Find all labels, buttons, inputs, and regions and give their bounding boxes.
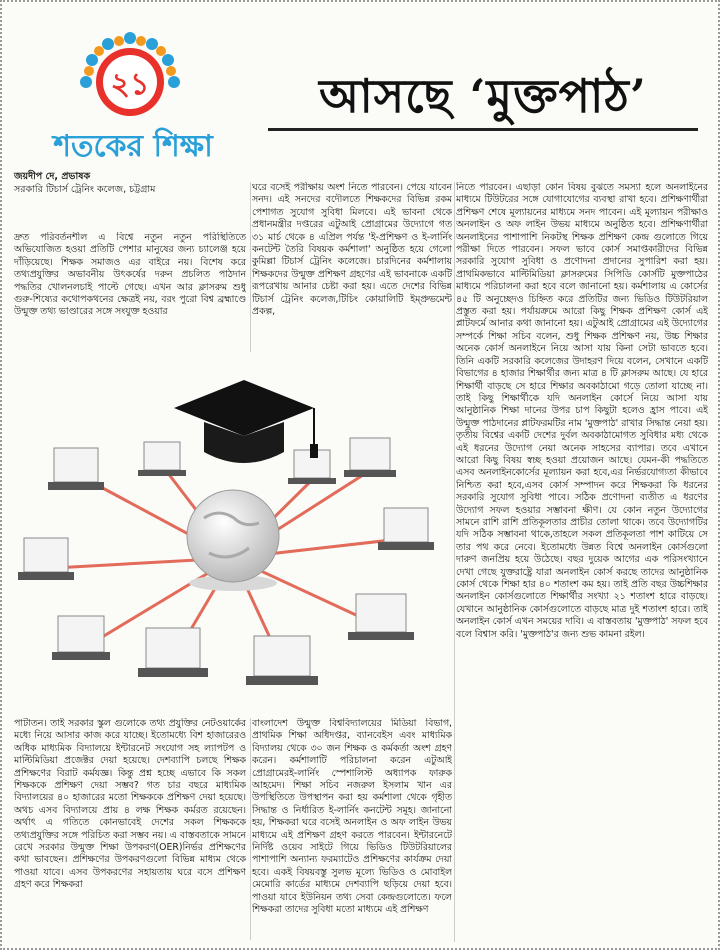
sun-logo-icon	[70, 30, 190, 130]
author-institution: সরকারি টিচার্স ট্রেনিং কলেজ, চট্টগ্রাম	[14, 184, 156, 195]
author-name: জয়দীপ দে, প্রভাষক	[14, 171, 91, 182]
article-column-3: নিতে পারবেন। এছাড়া কোন বিষয় বুঝতে সমস্যা হলে অনলাইনের মাধ্যমে টিউটরের সঙ্গে যোগাযোগের ব্যবস্থা রাখা হবে। প্রশিক্ষণার্থীরা প্রশিক্ষণ শেষে মূল্যায়নের মাধ্যমে সনদ পাবেন। এই মূল্যায়ন পরীক্ষাও অনলাইন ও অফ লাইন উভয় মাধ্যমে অনুষ্ঠিত হবে। প্রশিক্ষণার্থীরা অনলাইনের পাশাপাশি নিকটস্থ শিক্ষক প্রশিক্ষণ কেন্দ্র গুলোতে গিয়ে পরীক্ষা দিতে পারবেন। সফল ভাবে কোর্স সমাপ্তকারীদের বিভিন্ন সরকারি সুযোগ সুবিধা ও প্রণোদনা প্রদানের সুপারিশ করা হয়। প্রাথমিকভাবে মাল্টিমিডিয়া ক্লাসরুমের সিপিডি কোর্সটি মুক্তপাঠের মাধ্যমে পরিচালনা করা হবে বলে জানানো হয়। কর্মশালায় এ কোর্সের ৪৫ টি অনুচ্ছেদও চিহ্নিত করে প্রতিটির জন্য ভিডিও টিউটরিয়াল প্রস্তুত করা হয়। পর্যায়ক্রমে আরো কিছু শিক্ষক প্রশিক্ষণ কোর্স এই প্লাটফর্মে আনার কথা জানানো হয়। এটুআই প্রোগ্রামের এই উদ্যোগের সম্পর্কে শিক্ষা সচিব বলেন, শুধু শিক্ষক প্রশিক্ষণ নয়, উচ্চ শিক্ষার অনেক কোর্স অনলাইনে নিয়ে আসা যায় কিনা সেটা ভাবতে হবে। তিনি একটি সরকারি কলেজের উদাহরণ দিয়ে বলেন, সেখানে একটি বিভাগের ৪ হাজার শিক্ষার্থীর জন্য মাত্র ৪ টি ক্লাসরুম আছে। যে হারে শিক্ষার্থী বাড়ছে সে হারে শিক্ষার অবকাঠামো গড়ে তোলা যাচ্ছে না। তাই কিছু শিক্ষার্থীকে যদি অনলাইন কোর্সে নিয়ে আসা যায় আনুষ্ঠানিক শিক্ষা দানের উপর চাপ কিছুটা হলেও হ্রাস পাবে। এই উন্মুক্ত পাঠদানের প্লাটফরমটির নাম 'মুক্তপাঠ' রাখার সিদ্ধান্ত নেয়া হয়। তৃতীয় বিশ্বের একটি দেশের দুর্বল অবকাঠামোগত সুবিধার মধ্য থেকে এই ধরনের উদ্যোগ নেয়া অনেক সাহসের ব্যাপার। তবে এখানে আরো কিছু বিষয় স্বচ্ছ হওয়া প্রয়োজন আছে। যেমন-কী পদ্ধতিতে এসব অনলাইনকোর্সের মূল্যায়ন করা হবে,এর নির্ভরযোগ্যতা কীভাবে নিশ্চিত করা হবে,এসব কোর্স সম্পাদন করে শিক্ষকরা কি ধরনের সরকারি সুযোগ সুবিধা পাবে। সঠিক প্রণোদনা ব্যতীত এ ধরণের উদ্যোগ সফল হওয়ার সম্ভাবনা ক্ষীণ। যে কোন নতুন উদ্যোগের সামনে রাশি রাশি প্রতিকূলতার প্রাচীর তোলা থাকে। তবে উদ্যোগটির যদি সঠিক সম্ভাবনা থাকে,তাহলে সকল প্রতিকূলতা পাশ কাটিয়ে সে তার পথ করে নেবে। ইতোমধ্যে উন্নত বিশ্বে অনলাইন কোর্সগুলো দারুণ জনপ্রিয় হয়ে উঠেছে। বছর দুয়েক আগের এক পরিসংখ্যানে দেখা গেছে যুক্তরাষ্ট্রে যারা অনলাইন কোর্স করছে তাদের আনুষ্ঠানিক কোর্স থেকে শিক্ষা হার ৪০ শতাংশ কম হয়। তাই প্রতি বছর উচ্চশিক্ষার অনলাইন কোর্সগুলোতে শিক্ষার্থীর সংখ্যা ২১ শতাংশ হারে বাড়ছে। যেখানে আনুষ্ঠানিক কোর্সগুলোতে বাড়ছে মাত্র দুই শতাংশ হারে। তাই অনলাইন কোর্স এখন সময়ের দাবি। এ বাস্তবতায় 'মুক্তপাঠ' সফল হবে বলে বিশ্বাস করি। 'মুক্তপাঠ'র জন্য শুভ কামনা রইল।	[456, 182, 708, 640]
column-divider	[250, 718, 251, 940]
title-underline	[268, 128, 698, 131]
e-learning-illustration	[14, 358, 452, 708]
logo	[18, 30, 248, 164]
article-column-4: পাটাতন। তাই সরকার স্কুল গুলোকে তথ্য প্রযুক্তির নেটওয়ার্কের মধ্যে নিয়ে আসার কাজ করে যাচ্ছে। ইতোমধ্যে বিশ হাজারেরও অধিক মাধ্যমিক বিদ্যালয়ে ইন্টারনেট সংযোগ সহ ল্যাপটপ ও মাল্টিমিডিয়া প্রজেক্টর দেয়া হয়েছে। দেশব্যাপি চলছে শিক্ষক প্রশিক্ষণের বিরাট কর্মযজ্ঞ। কিন্তু প্রশ্ন হচ্ছে এভাবে কি সকল শিক্ষককে প্রশিক্ষণ দেয়া সম্ভব? গত চার বছরে মাধ্যমিক বিদ্যালয়ের ৪০ হাজারের মতো শিক্ষককে প্রশিক্ষণ দেয়া হয়েছে। অথচ এসব বিদ্যালয়ে প্রায় ৪ লক্ষ শিক্ষক কর্মরত রয়েছেন। অর্থাৎ এ গতিতে কোনভাবেই দেশের সকল শিক্ষককে তথ্যপ্রযুক্তির সঙ্গে পরিচিত করা সম্ভব নয়। এ বাস্তবতাকে সামনে রেখে সরকার উন্মুক্ত শিক্ষা উপকরণ(OER)নির্ভর প্রশিক্ষণের কথা ভাবছেন। প্রশিক্ষণের উপকরণগুলো বিভিন্ন মাধ্যম থেকে পাওয়া যাবে। এসব উপকরণের সহায়তায় ঘরে বসে প্রশিক্ষণ গ্রহণ করে শিক্ষকরা	[14, 718, 246, 891]
article-title: আসছে ‘মুক্তপাঠ’	[319, 69, 647, 123]
article-column-1: দ্রুত পরিবর্তনশীল এ বিশ্বে নতুন নতুন পরিস্থিতিতে অভিযোজিত হওয়া প্রতিটি পেশার মানুষের জন্য চ্যালেঞ্জ হয়ে দাঁড়িয়েছে। শিক্ষক সমাজও এর বাইরে নয়। বিশেষ করে তথ্যপ্রযুক্তির অভাবনীয় উৎকর্ষের দরুন প্রচলিত পাঠদান পদ্ধতির খোলনলচাই পাল্টে গেছে। এখন আর ক্লাসরুম শুধু গুরু-শিষ্যের কথোপকথনের ক্ষেত্রই নয়, বরং পুরো বিশ্ব ব্রহ্মাণ্ডে উন্মুক্ত তথ্য ভাণ্ডারের সঙ্গে সংযুক্ত হওয়ার	[14, 232, 246, 318]
logo-number: ২১	[110, 67, 150, 102]
logo-text: শতকের শিক্ষা	[53, 129, 213, 164]
column-divider	[454, 182, 455, 942]
article-column-5: বাংলাদেশ উন্মুক্ত বিশ্ববিদ্যালয়ের মিডিয়া বিভাগ, প্রাথমিক শিক্ষা অধিদপ্তর, ব্যানবেইস এবং মাধ্যমিক বিদ্যালয় থেকে ৩০ জন শিক্ষক ও কর্মকর্তা অংশ গ্রহণ করেন। কর্মশালাটি পরিচালনা করেন এটুআই প্রোগ্রামেরই-লার্নিং স্পেশালিস্ট অধ্যাপক ফারুক আহমেদ। শিক্ষা সচিব নজরুল ইসলাম খান এর উপস্থিতিতে উপস্থাপন করা হয় কর্মশালা থেকে গৃহীত সিদ্ধান্ত ও নির্ধারিত ই-লার্নিং কনটেন্ট সমূহ। জানানো হয়, শিক্ষকরা ঘরে বসেই অনলাইন ও অফ লাইন উভয় মাধ্যমে এই প্রশিক্ষণ গ্রহণ করতে পারবেন। ইন্টারনেটে নির্দিষ্ট ওয়েব সাইটে গিয়ে ভিডিও টিউটরিয়ালের পাশাপাশি অন্যান্য ফরম্যাটেও প্রশিক্ষণের কার্যক্রম দেয়া হবে। একই বিষয়বস্তু সুলভ মূল্যে ভিডিও ও মোবাইল মেমোরি কার্ডের মাধ্যমে দেশব্যাপি ছড়িয়ে দেয়া হবে। পাওয়া যাবে ইউনিয়ন তথ্য সেবা কেন্দ্রগুলোতে। ফলে শিক্ষকরা তাদের সুবিধা মতো মাধ্যমে এই প্রশিক্ষণ	[252, 718, 452, 916]
column-divider	[250, 182, 251, 352]
byline	[14, 170, 244, 196]
article-column-2: ঘরে বসেই পরীক্ষায় অংশ নিতে পারবেন। পেয়ে যাবেন সনদ। এই সনদের বদৌলতে শিক্ষকদের বিভিন্ন রকম পেশাগত সুযোগ সুবিধা মিলবে। এই ভাবনা থেকে প্রধানমন্ত্রীর দপ্তরের এটুআই প্রোগ্রামের উদ্যোগে গত ৩১ মার্চ থেকে ৪ এপ্রিল পর্যন্ত 'ই-প্রশিক্ষণ ও ই-লার্নিং কনটেন্ট তৈরি বিষয়ক কর্মশালা' অনুষ্ঠিত হয়ে গেলো কুমিল্লা টিচার্স ট্রেনিং কলেজে। চারদিনের কর্মশালায় শিক্ষকদের উন্মুক্ত প্রশিক্ষণ গ্রহণের এই ভাবনাকে একটি রূপরেখায় আনার চেষ্টা করা হয়। এতে দেশের বিভিন্ন টিচার্স ট্রেনিং কলেজ,টিচিং কোয়ালিটি ইম্প্রুভমেন্ট প্রকল্প,	[252, 182, 452, 318]
